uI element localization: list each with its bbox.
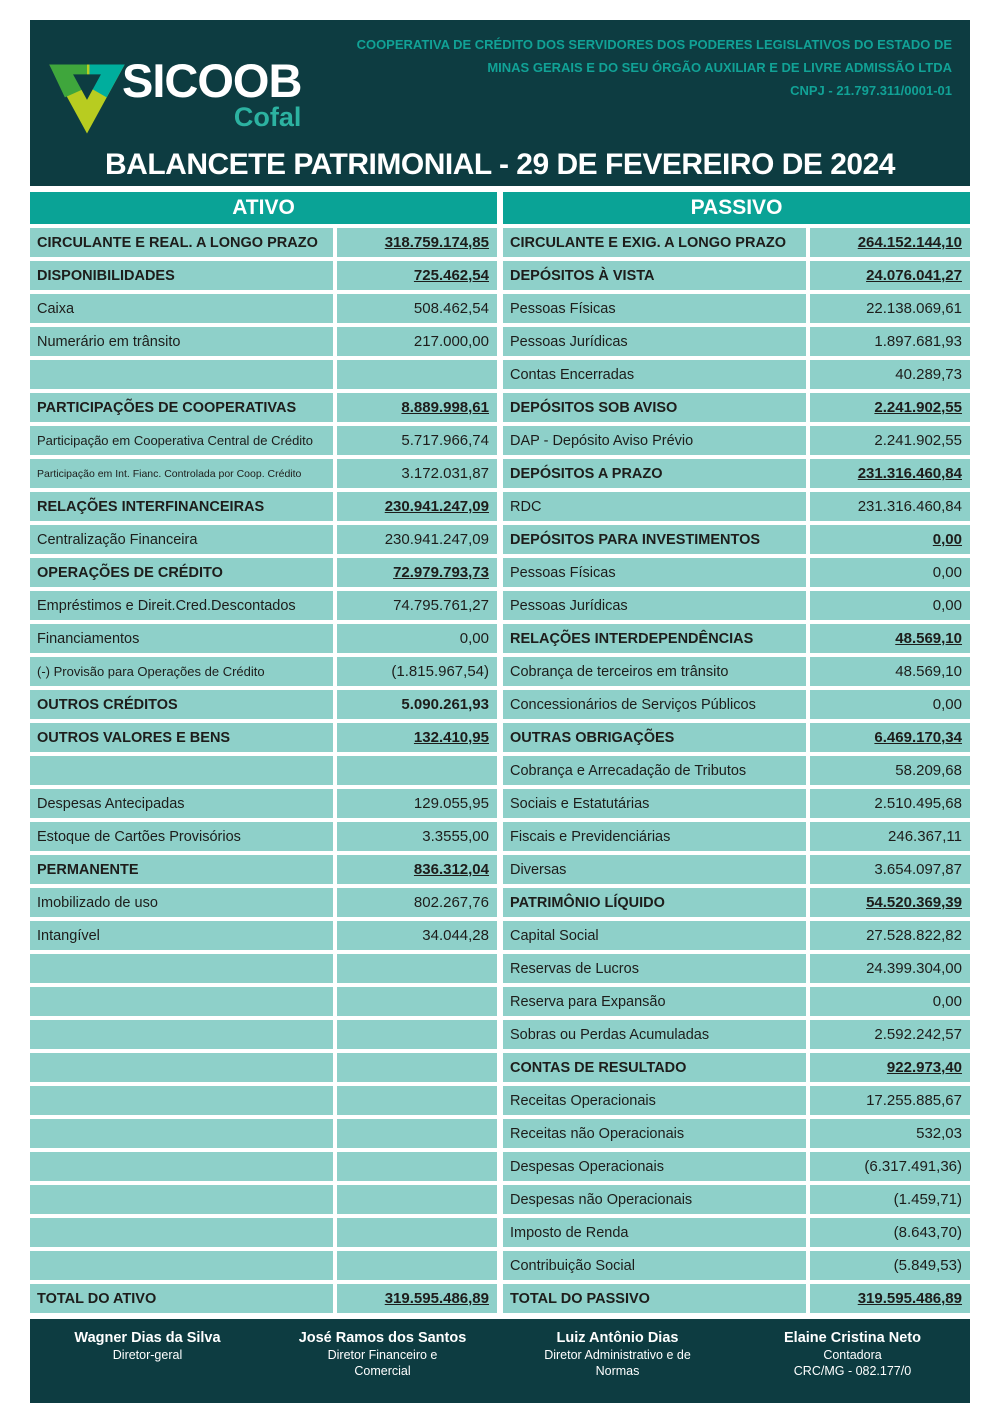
table-row — [30, 327, 497, 356]
row-value — [337, 1086, 497, 1115]
row-value: 17.255.885,67 — [810, 1086, 970, 1115]
balance-sheet-page — [30, 0, 970, 1403]
row-label: (-) Provisão para Operações de Crédito — [30, 657, 333, 686]
row-value: 34.044,28 — [337, 921, 497, 950]
row-label: DEPÓSITOS SOB AVISO — [503, 393, 806, 422]
row-value: 319.595.486,89 — [810, 1284, 970, 1313]
table-row — [503, 327, 970, 356]
row-label: Imobilizado de uso — [30, 888, 333, 917]
coop-cnpj: CNPJ - 21.797.311/0001-01 — [790, 83, 952, 98]
row-value: 6.469.170,34 — [810, 723, 970, 752]
row-value: 217.000,00 — [337, 327, 497, 356]
row-value: 54.520.369,39 — [810, 888, 970, 917]
table-row — [30, 294, 497, 323]
row-label: Estoque de Cartões Provisórios — [30, 822, 333, 851]
table-row — [30, 1086, 497, 1115]
coop-name-line1: COOPERATIVA DE CRÉDITO DOS SERVIDORES DOS PODERES LEGISLATIVOS DO ESTADO DE — [356, 37, 952, 52]
signature-block — [500, 1330, 735, 1403]
table-row — [503, 459, 970, 488]
signatures-footer — [30, 1319, 970, 1403]
row-label: Diversas — [503, 855, 806, 884]
table-row — [30, 492, 497, 521]
row-value: 24.399.304,00 — [810, 954, 970, 983]
signature-role: Diretor Administrativo e de — [544, 1348, 691, 1362]
row-label: TOTAL DO ATIVO — [30, 1284, 333, 1313]
row-value: 230.941.247,09 — [337, 492, 497, 521]
table-row — [503, 954, 970, 983]
table-row — [503, 756, 970, 785]
row-value: 48.569,10 — [810, 624, 970, 653]
table-row — [30, 789, 497, 818]
table-row — [503, 261, 970, 290]
row-value: 1.897.681,93 — [810, 327, 970, 356]
signature-block — [30, 1330, 265, 1403]
table-row — [30, 1053, 497, 1082]
row-label: Pessoas Jurídicas — [503, 327, 806, 356]
table-row — [30, 723, 497, 752]
row-label: Receitas Operacionais — [503, 1086, 806, 1115]
row-value: (1.459,71) — [810, 1185, 970, 1214]
signature-block — [735, 1330, 970, 1403]
brand-unit: Cofal — [233, 102, 302, 132]
row-label — [30, 1185, 333, 1214]
row-label: DEPÓSITOS À VISTA — [503, 261, 806, 290]
row-value: 0,00 — [337, 624, 497, 653]
row-label: Cobrança de terceiros em trânsito — [503, 657, 806, 686]
row-label: Imposto de Renda — [503, 1218, 806, 1247]
table-row — [30, 756, 497, 785]
table-row — [30, 1218, 497, 1247]
signature-role: Contadora — [823, 1348, 882, 1362]
row-label: Fiscais e Previdenciárias — [503, 822, 806, 851]
row-label — [30, 954, 333, 983]
row-value: 231.316.460,84 — [810, 459, 970, 488]
table-row — [30, 525, 497, 554]
passivo-header: PASSIVO — [503, 192, 970, 224]
brand-block — [46, 56, 301, 136]
table-row — [30, 1251, 497, 1280]
table-row — [503, 228, 970, 257]
row-value: 2.241.902,55 — [810, 393, 970, 422]
row-label — [30, 1119, 333, 1148]
table-row — [30, 1152, 497, 1181]
row-label — [30, 1020, 333, 1049]
row-label: Sobras ou Perdas Acumuladas — [503, 1020, 806, 1049]
column-headers — [30, 192, 970, 224]
row-label: Intangível — [30, 921, 333, 950]
header-bar — [30, 20, 970, 186]
row-label: DEPÓSITOS A PRAZO — [503, 459, 806, 488]
row-value: 231.316.460,84 — [810, 492, 970, 521]
table-row — [503, 1086, 970, 1115]
table-row — [503, 723, 970, 752]
table-row — [30, 954, 497, 983]
row-label: TOTAL DO PASSIVO — [503, 1284, 806, 1313]
row-value — [337, 1152, 497, 1181]
row-value: (6.317.491,36) — [810, 1152, 970, 1181]
row-label: PATRIMÔNIO LÍQUIDO — [503, 888, 806, 917]
row-label: Participação em Int. Fianc. Controlada por Coop. Crédito — [30, 459, 333, 488]
row-label: RELAÇÕES INTERFINANCEIRAS — [30, 492, 333, 521]
row-value: 2.510.495,68 — [810, 789, 970, 818]
row-value: 8.889.998,61 — [337, 393, 497, 422]
row-value — [337, 1185, 497, 1214]
signature-name: José Ramos dos Santos — [298, 1330, 467, 1346]
table-row — [503, 1152, 970, 1181]
table-row — [503, 558, 970, 587]
row-value: 74.795.761,27 — [337, 591, 497, 620]
row-value: 246.367,11 — [810, 822, 970, 851]
row-value: 27.528.822,82 — [810, 921, 970, 950]
row-label: Capital Social — [503, 921, 806, 950]
signature-role: Comercial — [354, 1364, 411, 1378]
table-row — [503, 888, 970, 917]
row-label: DEPÓSITOS PARA INVESTIMENTOS — [503, 525, 806, 554]
row-value: 132.410,95 — [337, 723, 497, 752]
row-label: Despesas Antecipadas — [30, 789, 333, 818]
row-value: 264.152.144,10 — [810, 228, 970, 257]
signature-block — [265, 1330, 500, 1403]
table-row — [30, 987, 497, 1016]
row-value: 532,03 — [810, 1119, 970, 1148]
row-value: 72.979.793,73 — [337, 558, 497, 587]
table-row — [30, 1020, 497, 1049]
row-label: OUTROS CRÉDITOS — [30, 690, 333, 719]
row-label — [30, 1086, 333, 1115]
ativo-column — [30, 224, 497, 1313]
brand-name: SICOOB — [122, 54, 302, 107]
table-row — [503, 987, 970, 1016]
row-value: (5.849,53) — [810, 1251, 970, 1280]
row-label: Cobrança e Arrecadação de Tributos — [503, 756, 806, 785]
row-value: 3.3555,00 — [337, 822, 497, 851]
row-value: 129.055,95 — [337, 789, 497, 818]
signature-name: Elaine Cristina Neto — [784, 1330, 921, 1346]
row-label: Centralização Financeira — [30, 525, 333, 554]
row-label: Numerário em trânsito — [30, 327, 333, 356]
row-value: 3.172.031,87 — [337, 459, 497, 488]
row-value: 48.569,10 — [810, 657, 970, 686]
table-row — [30, 888, 497, 917]
row-label: CONTAS DE RESULTADO — [503, 1053, 806, 1082]
row-value — [337, 1218, 497, 1247]
table-row — [30, 459, 497, 488]
row-value: 836.312,04 — [337, 855, 497, 884]
row-label: CIRCULANTE E REAL. A LONGO PRAZO — [30, 228, 333, 257]
row-label — [30, 1218, 333, 1247]
row-label: Despesas Operacionais — [503, 1152, 806, 1181]
coop-info — [357, 33, 952, 102]
table-row — [503, 1185, 970, 1214]
row-value — [337, 954, 497, 983]
row-value: 2.241.902,55 — [810, 426, 970, 455]
row-label: Pessoas Jurídicas — [503, 591, 806, 620]
table-row — [503, 1218, 970, 1247]
table-row — [30, 921, 497, 950]
row-label — [30, 1053, 333, 1082]
row-value: 24.076.041,27 — [810, 261, 970, 290]
row-value — [337, 1053, 497, 1082]
row-label: Empréstimos e Direit.Cred.Descontados — [30, 591, 333, 620]
row-value: 0,00 — [810, 558, 970, 587]
row-label: Reservas de Lucros — [503, 954, 806, 983]
table-row — [30, 1284, 497, 1313]
table-row — [503, 525, 970, 554]
table-row — [503, 921, 970, 950]
table-row — [503, 855, 970, 884]
row-value: 0,00 — [810, 690, 970, 719]
signature-role: Diretor Financeiro e — [327, 1348, 438, 1362]
table-row — [503, 492, 970, 521]
row-label: Receitas não Operacionais — [503, 1119, 806, 1148]
row-value — [337, 756, 497, 785]
row-value — [337, 987, 497, 1016]
table-row — [503, 624, 970, 653]
table-row — [30, 657, 497, 686]
row-label: Concessionários de Serviços Públicos — [503, 690, 806, 719]
row-value: 2.592.242,57 — [810, 1020, 970, 1049]
row-value: 922.973,40 — [810, 1053, 970, 1082]
row-value: (8.643,70) — [810, 1218, 970, 1247]
row-value: 508.462,54 — [337, 294, 497, 323]
row-value: 40.289,73 — [810, 360, 970, 389]
row-value: 319.595.486,89 — [337, 1284, 497, 1313]
row-label: Caixa — [30, 294, 333, 323]
table-row — [30, 822, 497, 851]
row-value: 802.267,76 — [337, 888, 497, 917]
row-value — [337, 1119, 497, 1148]
passivo-column — [503, 224, 970, 1313]
row-label: Reserva para Expansão — [503, 987, 806, 1016]
sicoob-logo-icon — [46, 62, 128, 136]
table-row — [30, 690, 497, 719]
row-value — [337, 1251, 497, 1280]
row-value: 22.138.069,61 — [810, 294, 970, 323]
row-value: 0,00 — [810, 525, 970, 554]
table-row — [503, 591, 970, 620]
table-row — [503, 1053, 970, 1082]
row-label — [30, 1251, 333, 1280]
coop-name-line2: MINAS GERAIS E DO SEU ÓRGÃO AUXILIAR E DE LIVRE ADMISSÃO LTDA — [487, 60, 952, 75]
table-row — [503, 426, 970, 455]
row-label — [30, 987, 333, 1016]
row-value: 5.090.261,93 — [337, 690, 497, 719]
table-row — [30, 855, 497, 884]
row-label — [30, 360, 333, 389]
row-label: PERMANENTE — [30, 855, 333, 884]
row-label — [30, 756, 333, 785]
table-row — [503, 690, 970, 719]
table-row — [503, 393, 970, 422]
row-label: OUTROS VALORES E BENS — [30, 723, 333, 752]
row-value: 3.654.097,87 — [810, 855, 970, 884]
row-label: Despesas não Operacionais — [503, 1185, 806, 1214]
row-label: Financiamentos — [30, 624, 333, 653]
row-value: 5.717.966,74 — [337, 426, 497, 455]
table-row — [503, 657, 970, 686]
table-row — [503, 1284, 970, 1313]
row-label — [30, 1152, 333, 1181]
row-value: 725.462,54 — [337, 261, 497, 290]
row-label: Contas Encerradas — [503, 360, 806, 389]
row-label: Participação em Cooperativa Central de Crédito — [30, 426, 333, 455]
row-label: OUTRAS OBRIGAÇÕES — [503, 723, 806, 752]
table-row — [30, 1119, 497, 1148]
table-row — [30, 261, 497, 290]
row-label: Contribuição Social — [503, 1251, 806, 1280]
row-label: RELAÇÕES INTERDEPENDÊNCIAS — [503, 624, 806, 653]
table-row — [503, 360, 970, 389]
table-row — [30, 360, 497, 389]
table-row — [30, 591, 497, 620]
signature-role: Normas — [595, 1364, 640, 1378]
row-value: (1.815.967,54) — [337, 657, 497, 686]
row-label: RDC — [503, 492, 806, 521]
table-row — [503, 1251, 970, 1280]
row-value: 58.209,68 — [810, 756, 970, 785]
table-row — [503, 294, 970, 323]
row-value: 0,00 — [810, 987, 970, 1016]
row-label: CIRCULANTE E EXIG. A LONGO PRAZO — [503, 228, 806, 257]
table-row — [503, 1020, 970, 1049]
row-label: PARTICIPAÇÕES DE COOPERATIVAS — [30, 393, 333, 422]
table-row — [503, 789, 970, 818]
table-row — [30, 426, 497, 455]
row-label: Pessoas Físicas — [503, 558, 806, 587]
row-label: DAP - Depósito Aviso Prévio — [503, 426, 806, 455]
table-row — [30, 558, 497, 587]
row-label: OPERAÇÕES DE CRÉDITO — [30, 558, 333, 587]
row-label: DISPONIBILIDADES — [30, 261, 333, 290]
row-value — [337, 360, 497, 389]
row-value — [337, 1020, 497, 1049]
signature-name: Wagner Dias da Silva — [74, 1330, 221, 1346]
row-value: 230.941.247,09 — [337, 525, 497, 554]
row-label: Sociais e Estatutárias — [503, 789, 806, 818]
table-row — [503, 822, 970, 851]
table-row — [30, 1185, 497, 1214]
row-value: 0,00 — [810, 591, 970, 620]
brand-text — [122, 56, 301, 131]
signature-name: Luiz Antônio Dias — [556, 1330, 679, 1346]
ativo-header: ATIVO — [30, 192, 497, 224]
signature-role: Diretor-geral — [112, 1348, 183, 1362]
table-row — [503, 1119, 970, 1148]
balance-sheet-table — [30, 224, 970, 1313]
table-row — [30, 624, 497, 653]
table-row — [30, 393, 497, 422]
table-row — [30, 228, 497, 257]
signature-role: CRC/MG - 082.177/0 — [793, 1364, 912, 1378]
page-title: BALANCETE PATRIMONIAL - 29 DE FEVEREIRO DE 2024 — [105, 148, 895, 181]
row-value: 318.759.174,85 — [337, 228, 497, 257]
row-label: Pessoas Físicas — [503, 294, 806, 323]
